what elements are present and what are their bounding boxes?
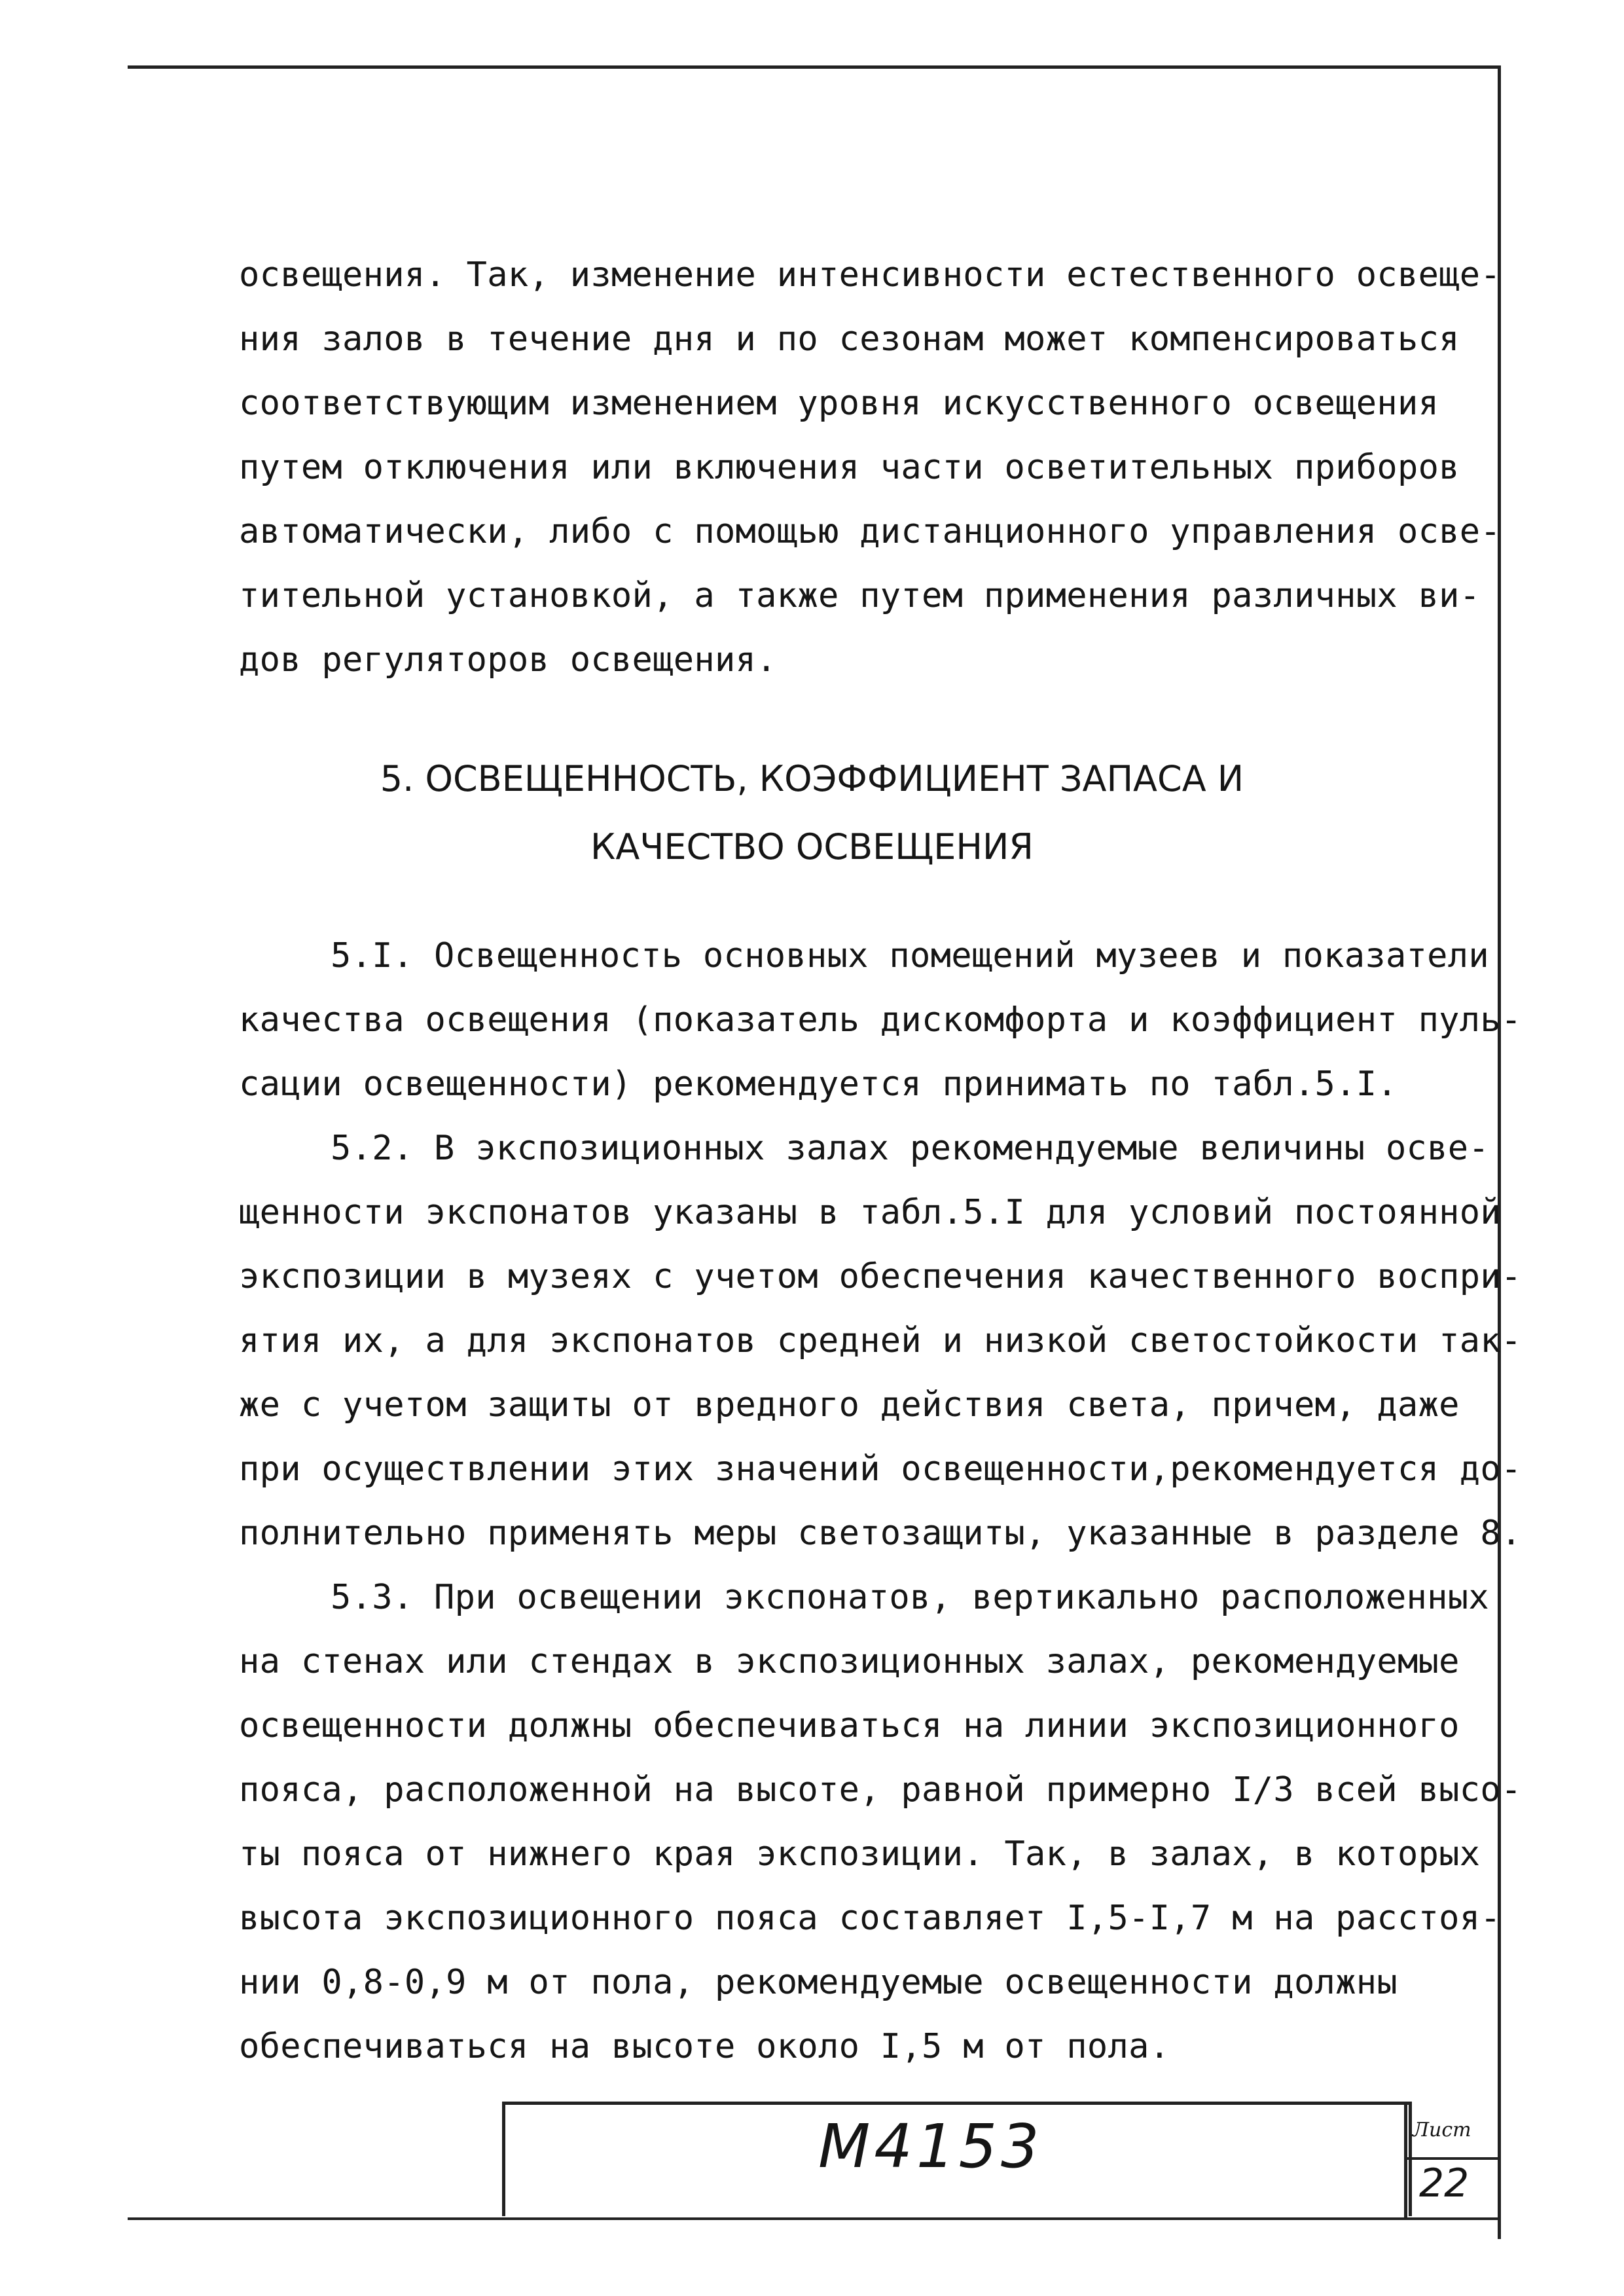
text-line: ты пояса от нижнего края экспозиции. Так, в залах, в которых bbox=[239, 1834, 1481, 1874]
text-line: нии 0,8-0,9 м от пола, рекомендуемые освещенности должны bbox=[239, 1963, 1398, 2002]
text-line: 5.2. В экспозиционных залах рекомендуемые величины осве- bbox=[331, 1129, 1489, 1168]
text-line: 5.3. При освещении экспонатов, вертикально расположенных bbox=[331, 1578, 1489, 1617]
sheet-cell-divider bbox=[1407, 2157, 1499, 2160]
text-line: тительной установкой, а также путем применения различных ви- bbox=[239, 576, 1481, 615]
section-heading-line-2: КАЧЕСТВО ОСВЕЩЕНИЯ bbox=[590, 826, 1034, 867]
sheet-label: Лист bbox=[1413, 2119, 1471, 2141]
text-line: освещенности должны обеспечиваться на линии экспозиционного bbox=[239, 1706, 1460, 1745]
text-line: ятия их, а для экспонатов средней и низкой светостойкости так- bbox=[239, 1321, 1522, 1360]
text-line: 5.I. Освещенность основных помещений музеев и показатели bbox=[331, 936, 1489, 975]
text-line: дов регуляторов освещения. bbox=[239, 640, 777, 680]
text-line: же с учетом защиты от вредного действия света, причем, даже bbox=[239, 1385, 1460, 1425]
document-code: М4153 bbox=[818, 2111, 1043, 2181]
text-line: качества освещения (показатель дискомфорта и коэффициент пуль- bbox=[239, 1000, 1522, 1040]
sheet-number: 22 bbox=[1419, 2160, 1470, 2206]
text-line: на стенах или стендах в экспозиционных залах, рекомендуемые bbox=[239, 1642, 1460, 1681]
text-line: сации освещенности) рекомендуется принимать по табл.5.I. bbox=[239, 1065, 1398, 1104]
text-line: щенности экспонатов указаны в табл.5.I для условий постоянной bbox=[239, 1193, 1502, 1232]
title-block-divider bbox=[1404, 2102, 1407, 2218]
text-line: путем отключения или включения части осветительных приборов bbox=[239, 448, 1460, 487]
text-line: высота экспозиционного пояса составляет I,5-I,7 м на расстоя- bbox=[239, 1899, 1502, 1938]
text-line: соответствующим изменением уровня искусственного освещения bbox=[239, 384, 1439, 423]
page-frame-bottom-rule bbox=[128, 2217, 1501, 2220]
text-line: автоматически, либо с помощью дистанционного управления осве- bbox=[239, 512, 1502, 551]
text-line: экспозиции в музеях с учетом обеспечения качественного воспри- bbox=[239, 1257, 1522, 1296]
text-line: освещения. Так, изменение интенсивности естественного освеще- bbox=[239, 255, 1502, 295]
page-frame-top-rule bbox=[128, 65, 1499, 69]
text-line: полнительно применять меры светозащиты, указанные в разделе 8. bbox=[239, 1514, 1522, 1553]
text-line: при осуществлении этих значений освещенности,рекомендуется до- bbox=[239, 1449, 1522, 1489]
text-line: ния залов в течение дня и по сезонам может компенсироваться bbox=[239, 319, 1460, 359]
section-heading-line-1: 5. ОСВЕЩЕННОСТЬ, КОЭФФИЦИЕНТ ЗАПАСА И bbox=[380, 758, 1244, 799]
text-line: пояса, расположенной на высоте, равной примерно I/3 всей высо- bbox=[239, 1770, 1522, 1810]
text-line: обеспечиваться на высоте около I,5 м от пола. bbox=[239, 2027, 1170, 2066]
